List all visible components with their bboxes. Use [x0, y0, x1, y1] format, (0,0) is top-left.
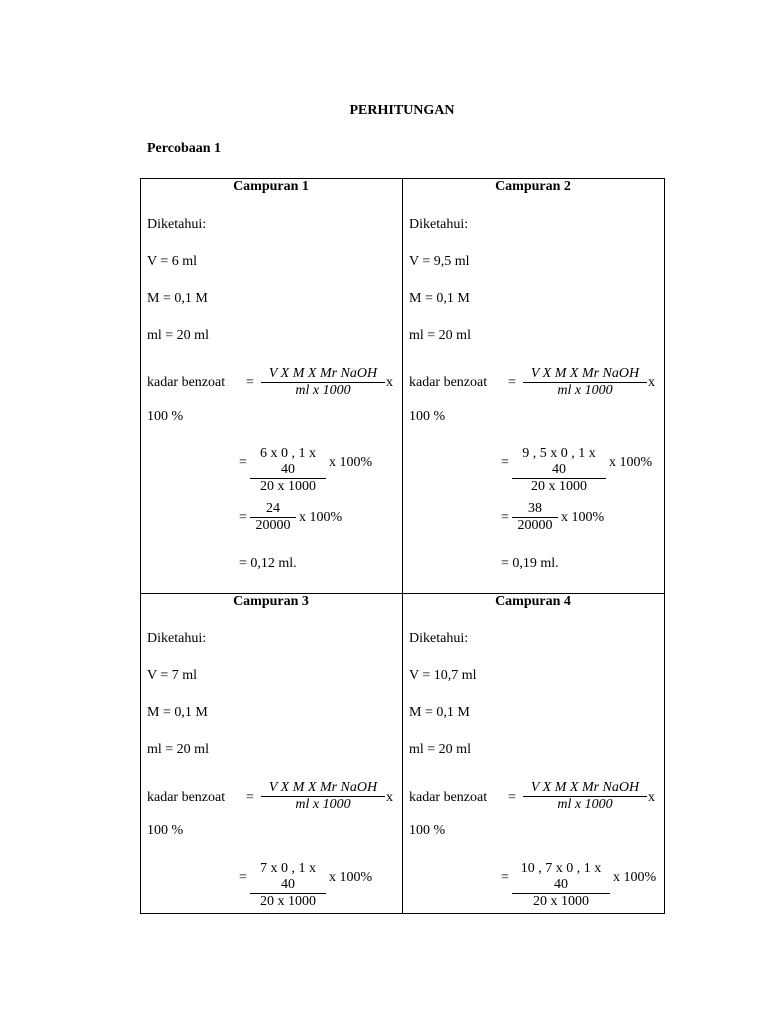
- formula-fraction: [523, 780, 647, 813]
- formula-numerator: V X M X Mr NaOH: [261, 780, 385, 797]
- result-value: = 0,19 ml.: [501, 556, 559, 571]
- step1-multiplier: x 100%: [329, 455, 373, 470]
- volume-value: V = 10,7 ml: [409, 668, 477, 683]
- step1-numerator: 10 , 7 x 0 , 1 x 40: [512, 861, 610, 894]
- percent-label: 100 %: [409, 823, 446, 838]
- percent-label: 100 %: [147, 823, 184, 838]
- step1-numerator: 6 x 0 , 1 x 40: [250, 446, 326, 479]
- step1-fraction: [250, 446, 326, 495]
- step1-fraction: [250, 861, 326, 910]
- formula-label: kadar benzoat: [409, 790, 488, 805]
- step1-denominator: 20 x 1000: [260, 479, 316, 494]
- equals-sign: =: [246, 375, 254, 390]
- step1-multiplier: x 100%: [609, 455, 653, 470]
- step1-denominator: 20 x 1000: [531, 479, 587, 494]
- times-sign: x: [386, 375, 393, 390]
- equals-sign: =: [508, 790, 516, 805]
- formula-denominator: ml x 1000: [557, 383, 613, 398]
- formula-label: kadar benzoat: [409, 375, 488, 390]
- step1-numerator: 9 , 5 x 0 , 1 x 40: [512, 446, 606, 479]
- cell-campuran-2: [402, 178, 664, 593]
- step2-fraction: [512, 501, 558, 534]
- sample-volume-value: ml = 20 ml: [147, 742, 209, 757]
- cell-campuran-4: [402, 593, 664, 914]
- equals-sign: =: [508, 375, 516, 390]
- sample-volume-value: ml = 20 ml: [409, 328, 471, 343]
- sample-volume-value: ml = 20 ml: [147, 328, 209, 343]
- formula-label: kadar benzoat: [147, 790, 226, 805]
- molarity-value: M = 0,1 M: [147, 291, 208, 306]
- formula-denominator: ml x 1000: [557, 797, 613, 812]
- times-sign: x: [386, 790, 393, 805]
- equals-sign: =: [239, 510, 247, 525]
- step2-numerator: 38: [512, 501, 558, 518]
- known-label: Diketahui:: [409, 217, 469, 232]
- section-title: Percobaan 1: [147, 141, 222, 156]
- equals-sign: =: [501, 510, 509, 525]
- formula-label: kadar benzoat: [147, 375, 226, 390]
- formula-numerator: V X M X Mr NaOH: [523, 366, 647, 383]
- step1-numerator: 7 x 0 , 1 x 40: [250, 861, 326, 894]
- step1-denominator: 20 x 1000: [533, 894, 589, 909]
- cell-header: Campuran 2: [495, 179, 571, 194]
- known-label: Diketahui:: [147, 631, 207, 646]
- step1-fraction: [512, 861, 610, 910]
- document-title: PERHITUNGAN: [349, 103, 455, 118]
- percent-label: 100 %: [147, 409, 184, 424]
- cell-campuran-1: [140, 178, 402, 593]
- step1-multiplier: x 100%: [613, 870, 657, 885]
- molarity-value: M = 0,1 M: [147, 705, 208, 720]
- cell-header: Campuran 3: [233, 594, 309, 609]
- result-value: = 0,12 ml.: [239, 556, 297, 571]
- known-label: Diketahui:: [409, 631, 469, 646]
- times-sign: x: [648, 375, 655, 390]
- volume-value: V = 6 ml: [147, 254, 198, 269]
- equals-sign: =: [501, 870, 509, 885]
- molarity-value: M = 0,1 M: [409, 291, 470, 306]
- step1-fraction: [512, 446, 606, 495]
- equals-sign: =: [239, 870, 247, 885]
- formula-denominator: ml x 1000: [295, 797, 351, 812]
- step2-numerator: 24: [250, 501, 296, 518]
- cell-header: Campuran 4: [495, 594, 571, 609]
- cell-header: Campuran 1: [233, 179, 309, 194]
- step2-multiplier: x 100%: [299, 510, 343, 525]
- equals-sign: =: [239, 455, 247, 470]
- step2-multiplier: x 100%: [561, 510, 605, 525]
- volume-value: V = 9,5 ml: [409, 254, 470, 269]
- molarity-value: M = 0,1 M: [409, 705, 470, 720]
- sample-volume-value: ml = 20 ml: [409, 742, 471, 757]
- known-label: Diketahui:: [147, 217, 207, 232]
- formula-denominator: ml x 1000: [295, 383, 351, 398]
- formula-numerator: V X M X Mr NaOH: [523, 780, 647, 797]
- times-sign: x: [648, 790, 655, 805]
- formula-fraction: [523, 366, 647, 399]
- step1-multiplier: x 100%: [329, 870, 373, 885]
- percent-label: 100 %: [409, 409, 446, 424]
- formula-numerator: V X M X Mr NaOH: [261, 366, 385, 383]
- equals-sign: =: [501, 455, 509, 470]
- step2-denominator: 20000: [255, 518, 291, 533]
- volume-value: V = 7 ml: [147, 668, 198, 683]
- step2-fraction: [250, 501, 296, 534]
- step1-denominator: 20 x 1000: [260, 894, 316, 909]
- formula-fraction: [261, 366, 385, 399]
- equals-sign: =: [246, 790, 254, 805]
- formula-fraction: [261, 780, 385, 813]
- step2-denominator: 20000: [517, 518, 553, 533]
- cell-campuran-3: [140, 593, 402, 914]
